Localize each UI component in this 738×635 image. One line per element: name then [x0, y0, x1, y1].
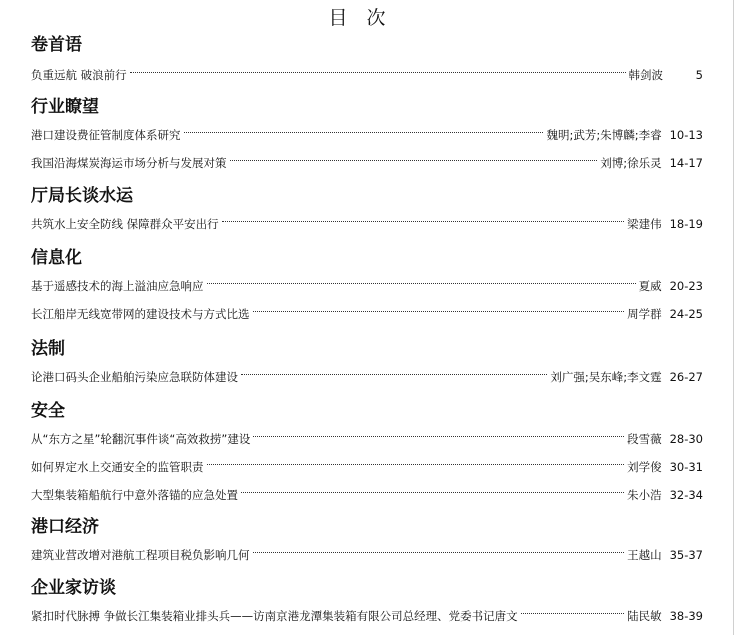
dot-leader — [207, 464, 625, 465]
section-heading: 企业家访谈 — [31, 578, 116, 598]
entry-title[interactable]: 共筑水上安全防线 保障群众平安出行 — [31, 217, 219, 231]
toc-section-gangkoujingji — [31, 514, 703, 566]
entry-page: 38-39 — [669, 609, 703, 623]
toc-entry[interactable] — [31, 484, 703, 506]
entry-author: 王越山 — [627, 548, 662, 562]
toc-entry[interactable] — [31, 152, 703, 174]
toc-section-anquan — [31, 398, 703, 506]
entry-page: 18-19 — [669, 217, 703, 231]
section-heading: 厅局长谈水运 — [31, 186, 133, 206]
toc-entry[interactable] — [31, 124, 703, 146]
toc-title: 目 次 — [328, 7, 386, 29]
section-heading: 行业瞭望 — [31, 97, 99, 117]
entry-author: 刘广强;吴东峰;李文霆 — [550, 370, 662, 384]
dot-leader — [241, 374, 547, 375]
page-edge-line — [733, 0, 734, 635]
entry-title[interactable]: 长江船岸无线宽带网的建设技术与方式比选 — [31, 307, 250, 321]
entry-page: 30-31 — [669, 460, 703, 474]
section-heading: 卷首语 — [31, 35, 82, 55]
toc-section-xinxihua — [31, 245, 703, 325]
toc-entry[interactable] — [31, 456, 703, 478]
entry-title[interactable]: 大型集装箱船航行中意外落锚的应急处置 — [31, 488, 238, 502]
entry-title[interactable]: 建筑业营改增对港航工程项目税负影响几何 — [31, 548, 250, 562]
toc-entry[interactable] — [31, 428, 703, 450]
dot-leader — [207, 283, 636, 284]
dot-leader — [253, 552, 625, 553]
dot-leader — [253, 311, 625, 312]
entry-page: 14-17 — [669, 156, 703, 170]
section-heading: 法制 — [31, 339, 65, 359]
section-heading: 港口经济 — [31, 517, 99, 537]
dot-leader — [230, 160, 598, 161]
entry-page: 28-30 — [669, 432, 703, 446]
dot-leader — [241, 492, 624, 493]
entry-author: 刘博;徐乐灵 — [600, 156, 662, 170]
entry-page: 35-37 — [669, 548, 703, 562]
entry-page: 26-27 — [669, 370, 703, 384]
toc-section-tingju — [31, 183, 703, 235]
toc-entry[interactable] — [31, 544, 703, 566]
toc-section-fazhi — [31, 336, 703, 388]
section-heading: 安全 — [31, 401, 65, 421]
toc-section-qiyejia — [31, 575, 703, 627]
dot-leader — [184, 132, 544, 133]
entry-page: 24-25 — [669, 307, 703, 321]
toc-entry[interactable] — [31, 605, 703, 627]
entry-author: 朱小浩 — [627, 488, 662, 502]
entry-author: 陆民敏 — [627, 609, 662, 623]
entry-author: 梁建伟 — [627, 217, 662, 231]
dot-leader — [521, 613, 624, 614]
entry-title[interactable]: 论港口码头企业船舶污染应急联防体建设 — [31, 370, 238, 384]
entry-author: 魏明;武芳;朱博麟;李睿 — [546, 128, 662, 142]
entry-page: 10-13 — [669, 128, 703, 142]
entry-page: 20-23 — [669, 279, 703, 293]
section-heading: 信息化 — [31, 248, 82, 268]
entry-page: 5 — [695, 68, 703, 82]
entry-title[interactable]: 我国沿海煤炭海运市场分析与发展对策 — [31, 156, 227, 170]
toc-entry[interactable] — [31, 303, 703, 325]
toc-entry[interactable] — [31, 213, 703, 235]
dot-leader — [130, 72, 626, 73]
entry-page: 32-34 — [669, 488, 703, 502]
dot-leader — [253, 436, 624, 437]
entry-title[interactable]: 港口建设费征管制度体系研究 — [31, 128, 181, 142]
entry-author: 段雪薇 — [627, 432, 662, 446]
entry-author: 刘学俊 — [627, 460, 662, 474]
dot-leader — [222, 221, 624, 222]
entry-title[interactable]: 基于遥感技术的海上溢油应急响应 — [31, 279, 204, 293]
entry-author: 韩剑波 — [628, 68, 663, 82]
toc-entry[interactable] — [31, 366, 703, 388]
toc-entry[interactable] — [31, 275, 703, 297]
entry-title[interactable]: 从“东方之星”轮翻沉事件谈“高效救捞”建设 — [31, 432, 251, 446]
entry-title[interactable]: 负重远航 破浪前行 — [31, 68, 127, 82]
toc-section-hangye — [31, 94, 703, 174]
entry-author: 周学群 — [627, 307, 662, 321]
entry-author: 夏威 — [638, 279, 662, 293]
entry-title[interactable]: 紧扣时代脉搏 争做长江集装箱业排头兵——访南京港龙潭集装箱有限公司总经理、党委书记唐文 — [31, 609, 518, 623]
entry-title[interactable]: 如何界定水上交通安全的监管职责 — [31, 460, 204, 474]
toc-entry[interactable] — [31, 64, 703, 86]
toc-section-juanshouyu — [31, 32, 703, 86]
